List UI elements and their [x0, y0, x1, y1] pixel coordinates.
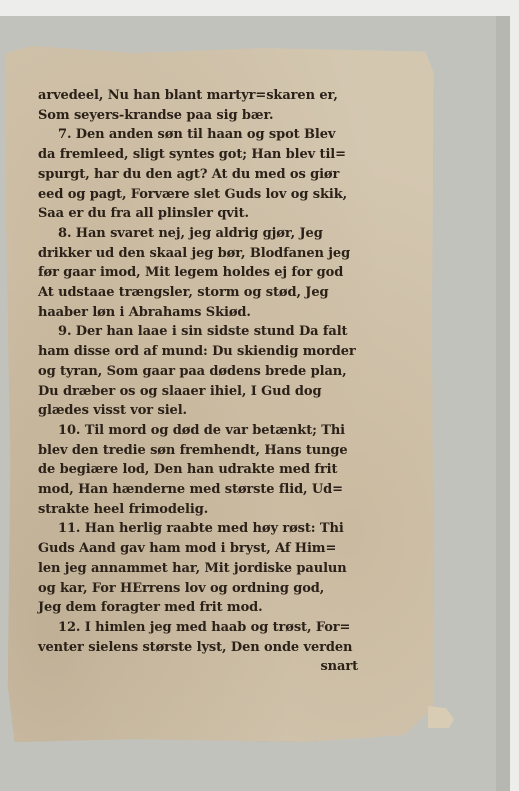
- text-line: 8. Han svaret nej, jeg aldrig gjør, Jeg: [58, 225, 323, 241]
- text-line: spurgt, har du den agt? At du med os giør: [38, 166, 340, 182]
- text-line: Guds Aand gav ham mod i bryst, Af Him=: [38, 541, 337, 557]
- text-line: glædes visst vor siel.: [38, 403, 187, 419]
- catchword: snart: [320, 659, 358, 675]
- text-line: Som seyers-krandse paa sig bær.: [38, 107, 274, 123]
- document-text: [38, 86, 358, 677]
- text-line: 11. Han herlig raabte med høy røst: Thi: [58, 521, 344, 537]
- text-line: mod, Han hænderne med største flid, Ud=: [38, 482, 343, 498]
- text-line: og kar, For HErrens lov og ordning god,: [38, 580, 325, 596]
- text-line: Du dræber os og slaaer ihiel, I Gud dog: [38, 383, 322, 399]
- text-line: Jeg dem foragter med frit mod.: [38, 600, 263, 616]
- text-line: arvedeel, Nu han blant martyr=skaren er,: [38, 88, 338, 103]
- text-line: len jeg annammet har, Mit jordiske paulun: [38, 560, 347, 576]
- text-line: 12. I himlen jeg med haab og trøst, For=: [58, 619, 351, 635]
- text-line: da fremleed, sligt syntes got; Han blev til=: [38, 147, 346, 163]
- text-line: drikker ud den skaal jeg bør, Blodfanen jeg: [38, 245, 351, 261]
- text-line: haaber løn i Abrahams Skiød.: [38, 304, 251, 320]
- text-line: Saa er du fra all plinsler qvit.: [38, 206, 249, 222]
- text-line: de begiære lod, Den han udrakte med frit: [38, 462, 338, 478]
- text-line: strakte heel frimodelig.: [38, 501, 209, 517]
- text-line: 9. Der han laae i sin sidste stund Da falt: [58, 324, 348, 340]
- text-line: 7. Den anden søn til haan og spot Blev: [58, 127, 336, 143]
- mount-edge: [496, 16, 510, 791]
- text-line: eed og pagt, Forvære slet Guds lov og skik,: [38, 186, 348, 202]
- text-line: 10. Til mord og død de var betænkt; Thi: [58, 422, 346, 438]
- text-line: blev den tredie søn fremhendt, Hans tunge: [38, 442, 348, 458]
- text-line: ham disse ord af mund: Du skiendig morder: [38, 344, 356, 360]
- text-line: før gaar imod, Mit legem holdes ej for god: [38, 265, 344, 281]
- text-line: og tyran, Som gaar paa dødens brede plan,: [38, 363, 347, 379]
- text-line: venter sielens største lyst, Den onde verden: [38, 639, 353, 655]
- text-line: At udstaae trængsler, storm og stød, Jeg: [38, 285, 329, 301]
